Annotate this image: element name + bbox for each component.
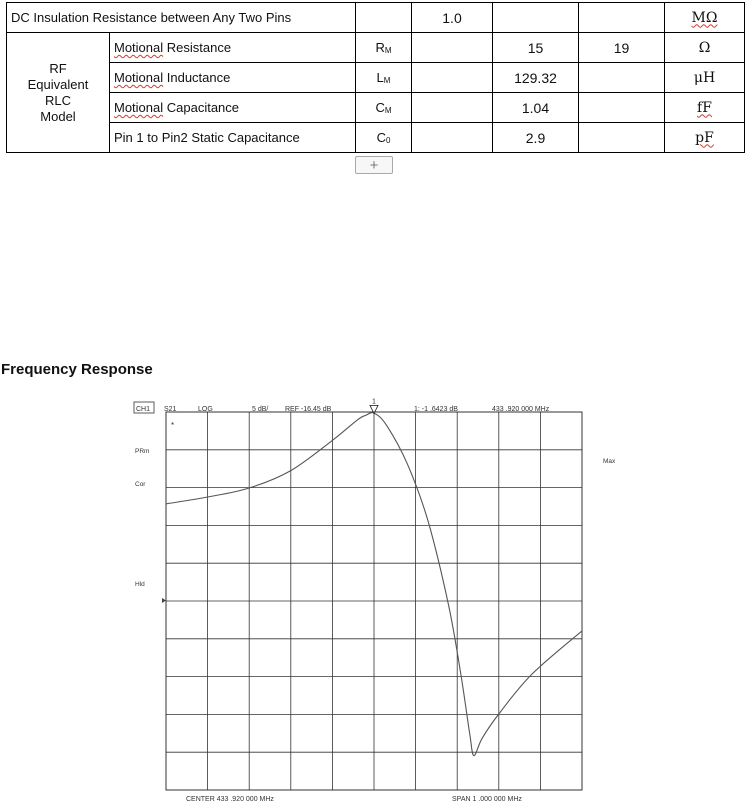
rlc-model-label bbox=[7, 33, 110, 153]
param-label-squiggle: Motional bbox=[114, 100, 164, 115]
symbol-sub: M bbox=[384, 46, 392, 55]
table-row bbox=[7, 93, 745, 123]
header-param: S21 bbox=[164, 406, 177, 413]
rlc-line: RLC bbox=[44, 92, 71, 108]
symbol-cell bbox=[356, 33, 412, 63]
unit-text: MΩ bbox=[691, 9, 718, 26]
table-row bbox=[7, 3, 745, 33]
rlc-line: RF bbox=[49, 60, 67, 76]
section-title: Frequency Response bbox=[1, 361, 153, 378]
star-label: * bbox=[171, 421, 175, 430]
symbol-main: L bbox=[376, 70, 384, 85]
header-marker: 1: -1 .6423 dB bbox=[414, 406, 458, 413]
symbol-cell bbox=[356, 123, 412, 153]
unit-text: μH bbox=[693, 69, 716, 86]
param-label-rest: Capacitance bbox=[163, 100, 240, 115]
min-value bbox=[412, 63, 493, 93]
hld-label: Hld bbox=[135, 581, 145, 588]
symbol-cell bbox=[356, 63, 412, 93]
max-value: 19 bbox=[579, 33, 665, 63]
footer-span: SPAN 1 .000 000 MHz bbox=[452, 796, 522, 803]
rlc-line: Equivalent bbox=[27, 76, 89, 92]
spec-table bbox=[6, 2, 745, 153]
symbol-cell bbox=[356, 93, 412, 123]
param-label-rest: Resistance bbox=[163, 40, 232, 55]
marker-1-label: 1 bbox=[372, 398, 376, 406]
symbol-sub: M bbox=[383, 76, 391, 85]
header-channel: CH1 bbox=[136, 406, 151, 413]
max-value bbox=[579, 123, 665, 153]
typ-value bbox=[493, 3, 579, 33]
min-value: 1.0 bbox=[412, 3, 493, 33]
typ-value: 2.9 bbox=[493, 123, 579, 153]
symbol-cell bbox=[356, 3, 412, 33]
unit-text: pF bbox=[695, 129, 714, 146]
typ-value: 129.32 bbox=[493, 63, 579, 93]
header-marker-freq: 433 .920 000 MHz bbox=[492, 406, 550, 413]
max-value bbox=[579, 3, 665, 33]
network-analyzer-plot bbox=[126, 396, 616, 806]
unit-cell bbox=[665, 63, 745, 93]
max-label: Max bbox=[603, 458, 616, 465]
cor-label: Cor bbox=[135, 481, 146, 488]
symbol-main: C bbox=[376, 130, 386, 145]
param-label-squiggle: Motional bbox=[114, 70, 164, 85]
unit-text: fF bbox=[697, 99, 712, 116]
min-value bbox=[412, 123, 493, 153]
param-label-rest: Pin 1 to Pin2 Static Capacitance bbox=[114, 130, 300, 145]
header-scale: 5 dB/ bbox=[252, 406, 269, 413]
min-value bbox=[412, 33, 493, 63]
symbol-sub: 0 bbox=[385, 136, 391, 145]
param-label bbox=[110, 93, 356, 123]
unit-cell bbox=[665, 93, 745, 123]
symbol-main: R bbox=[375, 40, 385, 55]
ref-pointer-icon bbox=[162, 598, 166, 603]
min-value bbox=[412, 93, 493, 123]
table-row bbox=[7, 63, 745, 93]
plot-grid bbox=[166, 412, 582, 790]
unit-cell bbox=[665, 3, 745, 33]
max-value bbox=[579, 93, 665, 123]
unit-cell bbox=[665, 33, 745, 63]
typ-value: 15 bbox=[493, 33, 579, 63]
prm-label: PRm bbox=[135, 448, 150, 455]
param-label bbox=[110, 123, 356, 153]
unit-cell bbox=[665, 123, 745, 153]
rlc-line: Model bbox=[40, 108, 76, 124]
add-row-button[interactable]: + bbox=[355, 156, 393, 174]
param-label-squiggle: Motional bbox=[114, 40, 164, 55]
typ-value: 1.04 bbox=[493, 93, 579, 123]
header-ref: REF -16.45 dB bbox=[285, 406, 332, 413]
table-row bbox=[7, 123, 745, 153]
param-label-rest: Inductance bbox=[163, 70, 231, 85]
footer-center: CENTER 433 .920 000 MHz bbox=[186, 796, 274, 803]
param-label bbox=[110, 33, 356, 63]
unit-text: Ω bbox=[698, 39, 711, 56]
header-format: LOG bbox=[198, 406, 213, 413]
param-label bbox=[110, 63, 356, 93]
dc-insulation-label: DC Insulation Resistance between Any Two Pins bbox=[7, 3, 356, 33]
symbol-main: C bbox=[375, 100, 385, 115]
max-value bbox=[579, 63, 665, 93]
table-row bbox=[7, 33, 745, 63]
symbol-sub: M bbox=[384, 106, 392, 115]
